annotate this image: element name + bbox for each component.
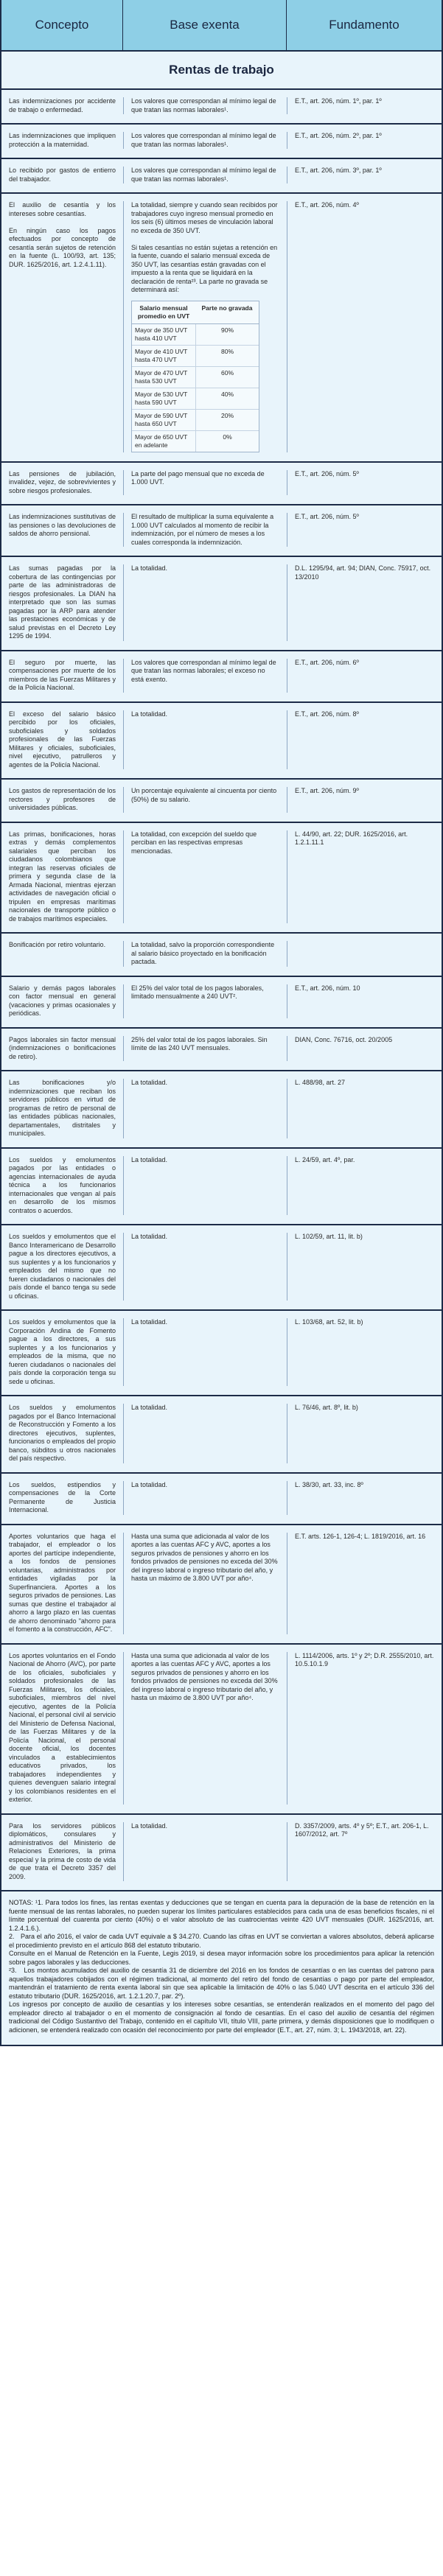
base-exenta-cell [123, 97, 287, 114]
base-exenta-cell [123, 564, 287, 641]
notes: NOTAS: ¹1. Para todos los fines, las rentas exentas y deducciones que se tengan en cuenta para la depuración de la base de retención en la fuente mensual de las rentas laborales, no pueden superar los límites particulares establecidos para cada una de esas beneficios fiscales, ni el límite porcentual del cuarenta por ciento (40%) o el valor absoluto de las cuatrocientas veinte 420 UVT mensuales (DUR. 1625/2016, art. 1.2.4.1.6.). 2. Para el año 2016, el valor de cada UVT equivale a $ 34.270. Cuando las cifras en UVT se conviertan a valores absolutos, deberá aplicarse el procedimiento previsto en el artículo 868 del estatuto tributario. Consulte en el Manual de Retención en la Fuente, Legis 2019, si desea mayor información sobre los procedimientos para aplicar la retención sobre pagos laborales y las deducciones. ²3. Los montos acumulados del auxilio de cesantía 31 de diciembre del 2016 en los fondos de cesantías o en las cuentas del patrono para aquellos trabajadores cobijados con el régimen tradicional, al momento del retiro del fondo de cesantías o pago por parte del empleador, mantendrán el tratamiento de renta exenta laboral sin que sea aplicable la limitación de 40% o las 5.040 UVT descrita en el artículo 336 del estatuto tributario (DUR. 1625/2016, art. 1.2.1.20.7, par. 2º). Los ingresos por concepto de auxilio de cesantías y los intereses sobre cesantías, se entenderán realizados en el momento del pago del empleador directo al trabajador o en el momento de consignación al fondo de cesantías. En el caso del auxilio de cesantía del régimen tradicional del Código Sustantivo del Trabajo, contenido en el capítulo VII, título VIII, parte primera, y demás disposiciones que lo modifiquen o adicionen, se entenderá realizado con ocasión del reconocimiento por parte del empleador (E.T., art. 27, núm. 3; L. 1943/2018, art. 22). [1, 1891, 442, 2046]
base-exenta-text: La parte del pago mensual que no exceda de 1.000 UVT. [131, 469, 267, 486]
concepto-cell: Aportes voluntarios que haga el trabajador, el empleador o los aportes del partícipe independiente, a los fondos de pensiones voluntarias, administrados por entidades vigiladas por la Superfinanciera. Aportes a los seguros privados de pensiones. Las sumas que destine el trabajador al ahorro a largo plazo en las cuentas de ahorro denominado "ahorro para el fomento a la construcción, AFC". [9, 1532, 118, 1633]
concepto-cell: Pagos laborales sin factor mensual (indemnizaciones o bonificaciones de retiro). [9, 1035, 118, 1060]
base-exenta-text: Hasta una suma que adicionada al valor de los aportes a las cuentas AFC y AVC, aportes a los seguros privados de pensiones y ahorro en los fondos privados de pensiones no exceda del 30% del ingreso laboral o ingreso tributario del año, y hasta un máximo de 3.800 UVT por año⁴. [131, 1532, 280, 1582]
fundamento-cell: L. 103/68, art. 52, lit. b) [287, 1318, 442, 1386]
concepto-cell: El seguro por muerte, las compensaciones por muerte de los miembros de las Fuerzas Militares y de la Policía Nacional. [9, 658, 118, 691]
table-row [1, 1149, 442, 1226]
cesantia-subtable [131, 301, 259, 452]
salary-range-cell: Mayor de 530 UVT hasta 590 UVT [135, 390, 189, 406]
base-exenta-text: Hasta una suma que adicionada al valor de los aportes a las cuentas AFC y AVC, aportes a los seguros privados de pensiones y ahorro en los fondos privados de pensiones no exceda del 30% del ingreso laboral o ingreso tributario del año, y hasta un máximo de 3.800 UVT por año⁴. [131, 1651, 280, 1701]
table-row [1, 1645, 442, 1815]
table-row [1, 90, 442, 125]
base-exenta-text: La totalidad, salvo la proporción correspondiente al salario básico proyectado en la bonificación pactada. [131, 941, 276, 965]
base-exenta-cell [123, 167, 287, 183]
salary-range-cell: Mayor de 590 UVT hasta 650 UVT [135, 411, 189, 427]
concepto-cell: Las pensiones de jubilación, invalidez, vejez, de sobrevivientes y sobre riesgos profesionales. [9, 469, 118, 494]
concepto-cell: Bonificación por retiro voluntario. [9, 941, 106, 948]
exempt-percent-cell: 60% [195, 367, 259, 388]
table-row [1, 934, 442, 977]
base-exenta-text: El 25% del valor total de los pagos laborales, limitado mensualmente a 240 UVT². [131, 984, 266, 1000]
base-exenta-cell [123, 513, 287, 547]
base-exenta-text: La totalidad, con excepción del sueldo que perciban en las respectivas empresas mencionadas. [131, 830, 259, 855]
base-exenta-text: La totalidad. [131, 1821, 168, 1830]
base-exenta-cell [123, 201, 287, 452]
concepto-cell: Los aportes voluntarios en el Fondo Nacional de Ahorro (AVC), por parte de los oficiales, suboficiales y soldados profesionales de las Fuerzas Militares, los oficiales, suboficiales, miembros del nivel ejecutivo, agentes de la Policía Nacional, el personal civil al servicio del Ministerio de Defensa Nacional, de las Fuerzas Militares y de la Policía Nacional, el personal docente oficial, los docentes vinculados a establecimientos educativos privados, los trabajadores independientes y quienes devenguen salario integral y los colombianos residentes en el exterior. [9, 1651, 118, 1803]
base-exenta-cell [123, 984, 287, 1018]
concepto-cell: Los sueldos y emolumentos que el Banco Interamericano de Desarrollo pague a los directores ejecutivos, a sus suplentes y a los funcionarios y empleados del mismo que no fueren ciudadanos o nacionales del país donde el banco tenga su sede u oficinas. [9, 1233, 118, 1300]
fundamento-cell: E.T., art. 206, núm. 5º [287, 513, 442, 547]
base-exenta-cell [123, 1404, 287, 1463]
subtable-header [132, 301, 259, 324]
base-exenta-text: Los valores que correspondan al mínimo legal de que tratan las normas laborales; el exceso no está exento. [131, 658, 279, 683]
base-exenta-cell [123, 710, 287, 770]
table-row [1, 505, 442, 557]
concepto-cell: El exceso del salario básico percibido por los oficiales, suboficiales y soldados profesionales de las Fuerzas Militares y oficiales, suboficiales, nivel ejecutivo, patrulleros y agentes de la Policía Nacional. [9, 710, 118, 769]
table-row [1, 1311, 442, 1396]
fundamento-cell: E.T., art. 206, núm. 8º [287, 710, 442, 770]
concepto-cell: Los sueldos y emolumentos pagados por las entidades o agencias internacionales de ayuda técnica a los funcionarios internacionales que vengan al país en desarrollo de los mismos contratos o acuerdos. [9, 1155, 118, 1214]
base-exenta-cell [123, 1079, 287, 1138]
subtable-row [132, 410, 259, 431]
concepto-cell: Salario y demás pagos laborales con factor mensual en general (vacaciones y primas ocasionales y periódicas. [9, 984, 118, 1017]
table-row [1, 463, 442, 506]
fundamento-cell [287, 941, 442, 967]
table-body [1, 90, 442, 1891]
base-exenta-cell [123, 787, 287, 813]
fundamento-cell: L. 102/59, art. 11, lit. b) [287, 1233, 442, 1301]
header-fundamento: Fundamento [329, 18, 400, 32]
fundamento-cell: E.T., art. 206, núm. 4º [287, 201, 442, 452]
base-exenta-text: La totalidad, siempre y cuando sean recibidos por trabajadores cuyo ingreso mensual promedio en los seis (6) últimos meses de vinculación laboral no exceda de 350 UVT. Si tales cesantías no están sujetas a retención en la fuente, cuando el salario mensual exceda de 350 UVT, las cesantías están gravadas con el impuesto a la renta que se liquidará en la declaración de renta²³. La parte no gravada se determinará así: [131, 201, 278, 293]
base-exenta-cell [123, 830, 287, 924]
fundamento-cell: E.T., art. 206, núm. 9º [287, 787, 442, 813]
salary-range-cell: Mayor de 470 UVT hasta 530 UVT [135, 368, 189, 385]
base-exenta-cell [123, 659, 287, 693]
concepto-cell: Las indemnizaciones que impliquen protección a la maternidad. [9, 132, 118, 148]
base-exenta-text: La totalidad. [131, 564, 168, 572]
concepto-cell: Los sueldos y emolumentos pagados por el Banco Internacional de Reconstrucción y Fomento a los directores ejecutivos, suplentes, funcionarios o empleados del propio banco, súbditos u otros nacionales del país respectivo. [9, 1404, 118, 1462]
fundamento-cell: E.T., art. 206, núm. 5º [287, 470, 442, 496]
table-row [1, 1815, 442, 1892]
concepto-cell: El auxilio de cesantía y los intereses sobre cesantías. En ningún caso los pagos efectuados por concepto de cesantía serán sujetos de retención en la fuente (L. 100/93, art. 135; DUR. 1625/2016, art. 1.2.4.1.11). [9, 201, 116, 268]
fundamento-cell: L. 488/98, art. 27 [287, 1079, 442, 1138]
exempt-percent-cell: 40% [195, 388, 259, 409]
fundamento-cell: E.T., art. 206, núm. 1º, par. 1º [287, 97, 442, 114]
subtable-row [132, 431, 259, 452]
base-exenta-text: La totalidad. [131, 1318, 168, 1326]
fundamento-cell: D. 3357/2009, arts. 4º y 5º; E.T., art. 206-1, L. 1607/2012, art. 7º [287, 1822, 442, 1882]
base-exenta-text: La totalidad. [131, 1404, 168, 1411]
base-exenta-cell [123, 1822, 287, 1882]
base-exenta-text: Los valores que correspondan al mínimo legal de que tratan las normas laborales¹. [131, 132, 279, 148]
base-exenta-cell [123, 941, 287, 967]
subtable-row [132, 346, 259, 367]
subtable-header-cell: Parte no gravada [201, 304, 253, 312]
base-exenta-cell [123, 1533, 287, 1634]
table-row [1, 1225, 442, 1311]
fundamento-cell: L. 1114/2006, arts. 1º y 2º; D.R. 2555/2010, art. 10.5.10.1.9 [287, 1652, 442, 1805]
fundamento-cell: L. 76/46, art. 8º, lit. b) [287, 1404, 442, 1463]
base-exenta-text: La totalidad. [131, 1155, 168, 1163]
concepto-cell: Las bonificaciones y/o indemnizaciones que reciban los servidores públicos en virtud de programas de retiro de personal de las entidades públicas nacionales, departamentales, distritales y municipales. [9, 1079, 118, 1137]
concepto-cell: Lo recibido por gastos de entierro del trabajador. [9, 167, 118, 183]
fundamento-cell: L. 44/90, art. 22; DUR. 1625/2016, art. 1.2.1.11.1 [287, 830, 442, 924]
subtable-row [132, 324, 259, 346]
concepto-cell: Los sueldos, estipendios y compensaciones de la Corte Permanente de Justicia Internacional. [9, 1480, 118, 1513]
base-exenta-cell [123, 1652, 287, 1805]
concepto-cell: Los sueldos y emolumentos que la Corporación Andina de Fomento pague a los directores, a sus suplentes y a los funcionarios y empleados de la misma, que no fueren ciudadanos o nacionales del país donde la corporación tenga su sede u oficinas. [9, 1318, 118, 1385]
table-row [1, 194, 442, 463]
exempt-percent-cell: 80% [195, 346, 259, 366]
table-row [1, 1525, 442, 1645]
table-row [1, 1029, 442, 1072]
base-exenta-text: La totalidad. [131, 710, 168, 718]
table-row [1, 159, 442, 194]
table-row [1, 703, 442, 780]
table-row [1, 977, 442, 1029]
concepto-cell: Los gastos de representación de los rectores y profesores de universidades públicas. [9, 787, 118, 811]
fundamento-cell: E.T., art. 206, núm. 6º [287, 659, 442, 693]
base-exenta-cell [123, 1233, 287, 1301]
exempt-percent-cell: 20% [195, 410, 259, 430]
salary-range-cell: Mayor de 410 UVT hasta 470 UVT [135, 347, 189, 363]
table-row [1, 651, 442, 703]
concepto-cell: Las indemnizaciones sustitutivas de las pensiones o las devoluciones de saldos de ahorro pensional. [9, 513, 118, 537]
table-header [1, 0, 442, 52]
subtable-header-cell: Salario mensual promedio en UVT [137, 304, 190, 320]
table-row [1, 823, 442, 934]
base-exenta-text: Los valores que correspondan al mínimo legal de que tratan las normas laborales¹. [131, 97, 279, 113]
fundamento-cell: E.T. arts. 126-1, 126-4; L. 1819/2016, art. 16 [287, 1533, 442, 1634]
exempt-percent-cell: 0% [195, 431, 259, 452]
base-exenta-text: La totalidad. [131, 1480, 168, 1488]
salary-range-cell: Mayor de 650 UVT en adelante [135, 433, 189, 449]
base-exenta-cell [123, 1481, 287, 1515]
subtable-row [132, 367, 259, 388]
base-exenta-text: 25% del valor total de los pagos laborales. Sin límite de las 240 UVT mensuales. [131, 1035, 270, 1051]
fundamento-cell: E.T., art. 206, núm. 10 [287, 984, 442, 1018]
table-row [1, 125, 442, 159]
table-row [1, 1396, 442, 1474]
base-exenta-text: El resultado de multiplicar la suma equivalente a 1.000 UVT calculados al momento de recibir la indemnización, por el número de meses a los cuales corresponda la indemnización. [131, 513, 276, 546]
fundamento-cell: L. 38/30, art. 33, inc. 8º [287, 1481, 442, 1515]
subtable-row [132, 388, 259, 410]
base-exenta-text: La totalidad. [131, 1079, 168, 1086]
base-exenta-cell [123, 132, 287, 149]
table-row [1, 1474, 442, 1525]
salary-range-cell: Mayor de 350 UVT hasta 410 UVT [135, 326, 189, 342]
base-exenta-cell [123, 1156, 287, 1216]
base-exenta-cell [123, 1318, 287, 1386]
table-row [1, 557, 442, 651]
fundamento-cell: DIAN, Conc. 76716, oct. 20/2005 [287, 1036, 442, 1062]
base-exenta-text: La totalidad. [131, 1233, 168, 1240]
table-row [1, 1071, 442, 1149]
base-exenta-text: Un porcentaje equivalente al cincuenta por ciento (50%) de su salario. [131, 787, 279, 803]
table-row [1, 780, 442, 823]
base-exenta-cell [123, 470, 287, 496]
exempt-percent-cell: 90% [195, 324, 259, 345]
base-exenta-cell [123, 1036, 287, 1062]
concepto-cell: Las primas, bonificaciones, horas extras y demás complementos salariales que perciban los ciudadanos colombianos que integran las reservas oficiales de primera y segunda clase de la Armada Nacional, mientras ejerzan actividades de navegación oficial o tripulen en empresas marítimas nacionales de transporte público o de trabajos marítimos especiales. [9, 830, 118, 923]
fundamento-cell: D.L. 1295/94, art. 94; DIAN, Conc. 75917, oct. 13/2010 [287, 564, 442, 641]
concepto-cell: Para los servidores públicos diplomáticos, consulares y administrativos del Ministerio de Relaciones Exteriores, la prima especial y la prima de costo de vida de que trata el Decreto 3357 del 2009. [9, 1821, 118, 1880]
fundamento-cell: E.T., art. 206, núm. 3º, par. 1º [287, 167, 442, 183]
fundamento-cell: E.T., art. 206, núm. 2º, par. 1º [287, 132, 442, 149]
header-base-exenta: Base exenta [123, 0, 287, 50]
base-exenta-text: Los valores que correspondan al mínimo legal de que tratan las normas laborales¹. [131, 167, 279, 183]
fundamento-cell: L. 24/59, art. 4º, par. [287, 1156, 442, 1216]
section-title: Rentas de trabajo [1, 52, 442, 90]
concepto-cell: Las indemnizaciones por accidente de trabajo o enfermedad. [9, 97, 118, 113]
concepto-cell: Las sumas pagadas por la cobertura de las contingencias por parte de las administradoras de riesgos profesionales. La DIAN ha interpretado que son las sumas pagadas por la ARP para atender las prestaciones económicas y de salud previstas en el Decreto Ley 1295 de 1994. [9, 564, 118, 640]
header-concepto: Concepto [1, 0, 123, 50]
